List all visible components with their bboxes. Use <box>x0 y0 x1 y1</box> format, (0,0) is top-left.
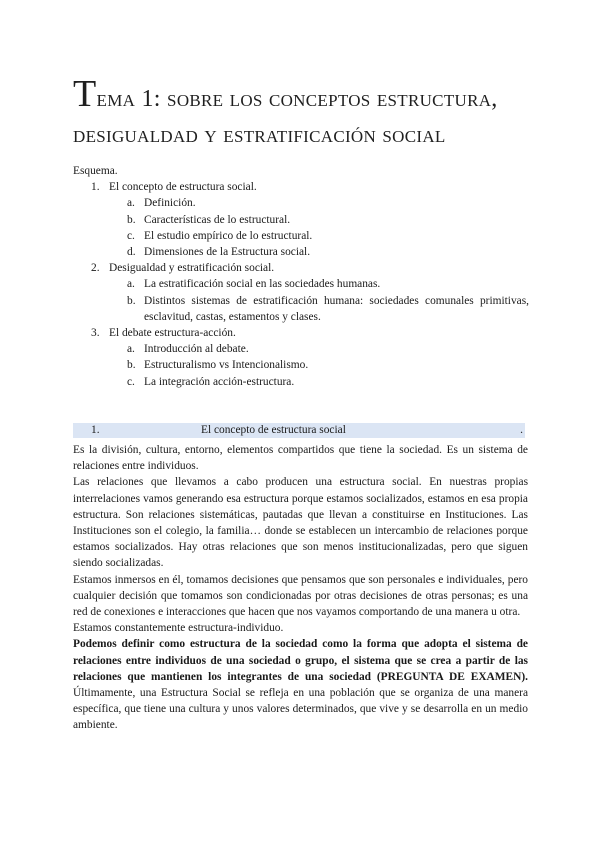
outline-item-label: Desigualdad y estratificación social. <box>109 262 275 275</box>
outline-subitem-label: El estudio empírico de lo estructural. <box>144 229 313 242</box>
outline-heading: Esquema. <box>73 165 118 177</box>
outline-subitem <box>73 293 529 325</box>
outline-subitem <box>73 341 529 357</box>
outline-subitem <box>73 357 529 373</box>
outline-subitem-label: Dimensiones de la Estructura social. <box>144 246 311 259</box>
outline-subitem-letter: b. <box>127 213 136 226</box>
outline-item <box>73 260 529 276</box>
body-paragraph-definition <box>73 636 528 733</box>
outline-subitem-label: Distintos sistemas de estratificación humana: sociedades comunales primitivas, esclavitud, castas, estamentos y clases. <box>144 294 529 323</box>
outline-subitem-letter: c. <box>127 229 135 242</box>
section-trailing-dot: . <box>520 424 523 436</box>
outline-subitem-letter: a. <box>127 278 135 291</box>
outline-item-number: 3. <box>91 327 100 340</box>
outline-subitem-letter: b. <box>127 359 136 372</box>
section-title: El concepto de estructura social <box>201 424 346 436</box>
outline-item-label: El debate estructura-acción. <box>109 327 236 340</box>
outline-item-label: El concepto de estructura social. <box>109 181 257 194</box>
outline-subitem <box>73 228 529 244</box>
outline-subitem <box>73 244 529 260</box>
outline-item <box>73 325 529 341</box>
title-text: ema 1: sobre los conceptos estructura, desigualdad y estratificación social <box>73 86 498 148</box>
body-paragraph: Es la división, cultura, entorno, elementos compartidos que tiene la sociedad. Es un sistema de relaciones entre individuos. <box>73 444 528 473</box>
outline-subitem-letter: a. <box>127 197 135 210</box>
outline-subitem-label: Estructuralismo vs Intencionalismo. <box>144 359 309 372</box>
outline-subitem-letter: a. <box>127 343 135 356</box>
outline-subitem-label: Características de lo estructural. <box>144 213 291 226</box>
outline-sublist-wrapper <box>73 276 529 325</box>
outline-sublist-wrapper <box>73 341 529 390</box>
section-body <box>73 442 528 734</box>
outline-sublist-wrapper <box>73 195 529 260</box>
outline-subitem-letter: d. <box>127 246 136 259</box>
body-paragraph: Estamos inmersos en él, tomamos decisiones que pensamos que son personales e individuales, pero cualquier decisión que tomamos son condicionadas por otras decisiones de otras personas; es una red de conexiones e interacciones que hacen que nos vayamos comportando de una manera u otra. <box>73 573 528 619</box>
body-paragraph: Las relaciones que llevamos a cabo producen una estructura social. En nuestras propias interrelaciones vamos generando esa estructura porque estamos socializados, estamos en esa propia estructura. Son relaciones sistemáticas, pautadas que llevan a constituirse en Instituciones. Las Instituciones son el colegio, la familia… donde se establecen un intercambio de relaciones porque estamos socializados. Hay otras relaciones que son menos institucionalizadas, pero que siguen siendo socializadas. <box>73 476 528 570</box>
outline-item-number: 1. <box>91 181 100 194</box>
definition-rest-text: Últimamente, una Estructura Social se refleja en una población que se organiza de una manera específica, que tiene una cultura y unos valores determinados, que vive y se desarrolla en un medio ambiente. <box>73 687 528 732</box>
outline-item <box>73 179 529 195</box>
outline-sublist <box>73 276 529 325</box>
outline-subitem-label: La estratificación social en las sociedades humanas. <box>144 278 381 291</box>
outline-sublist <box>73 195 529 260</box>
body-paragraph: Estamos constantemente estructura-individuo. <box>73 622 284 635</box>
outline-subitem-label: La integración acción-estructura. <box>144 375 295 388</box>
outline-subitem-letter: b. <box>127 294 136 307</box>
definition-bold-text: Podemos definir como estructura de la sociedad como la forma que adopta el sistema de relaciones entre individuos de una sociedad o grupo, el sistema que se crea a partir de las relaciones que mantienen los integrantes de una sociedad (PREGUNTA DE EXAMEN). <box>73 638 528 683</box>
outline-subitem <box>73 374 529 390</box>
outline-subitem <box>73 195 529 211</box>
section-heading <box>73 423 525 438</box>
outline-list <box>73 179 529 390</box>
outline-subitem <box>73 276 529 292</box>
outline-subitem-label: Definición. <box>144 197 196 210</box>
outline-subitem-letter: c. <box>127 375 135 388</box>
outline-subitem <box>73 212 529 228</box>
outline-subitem-label: Introducción al debate. <box>144 343 249 356</box>
section-number: 1. <box>91 424 100 436</box>
outline <box>73 163 529 390</box>
document-title <box>73 73 543 153</box>
outline-item-number: 2. <box>91 262 100 275</box>
title-initial: T <box>73 73 97 115</box>
outline-sublist <box>73 341 529 390</box>
